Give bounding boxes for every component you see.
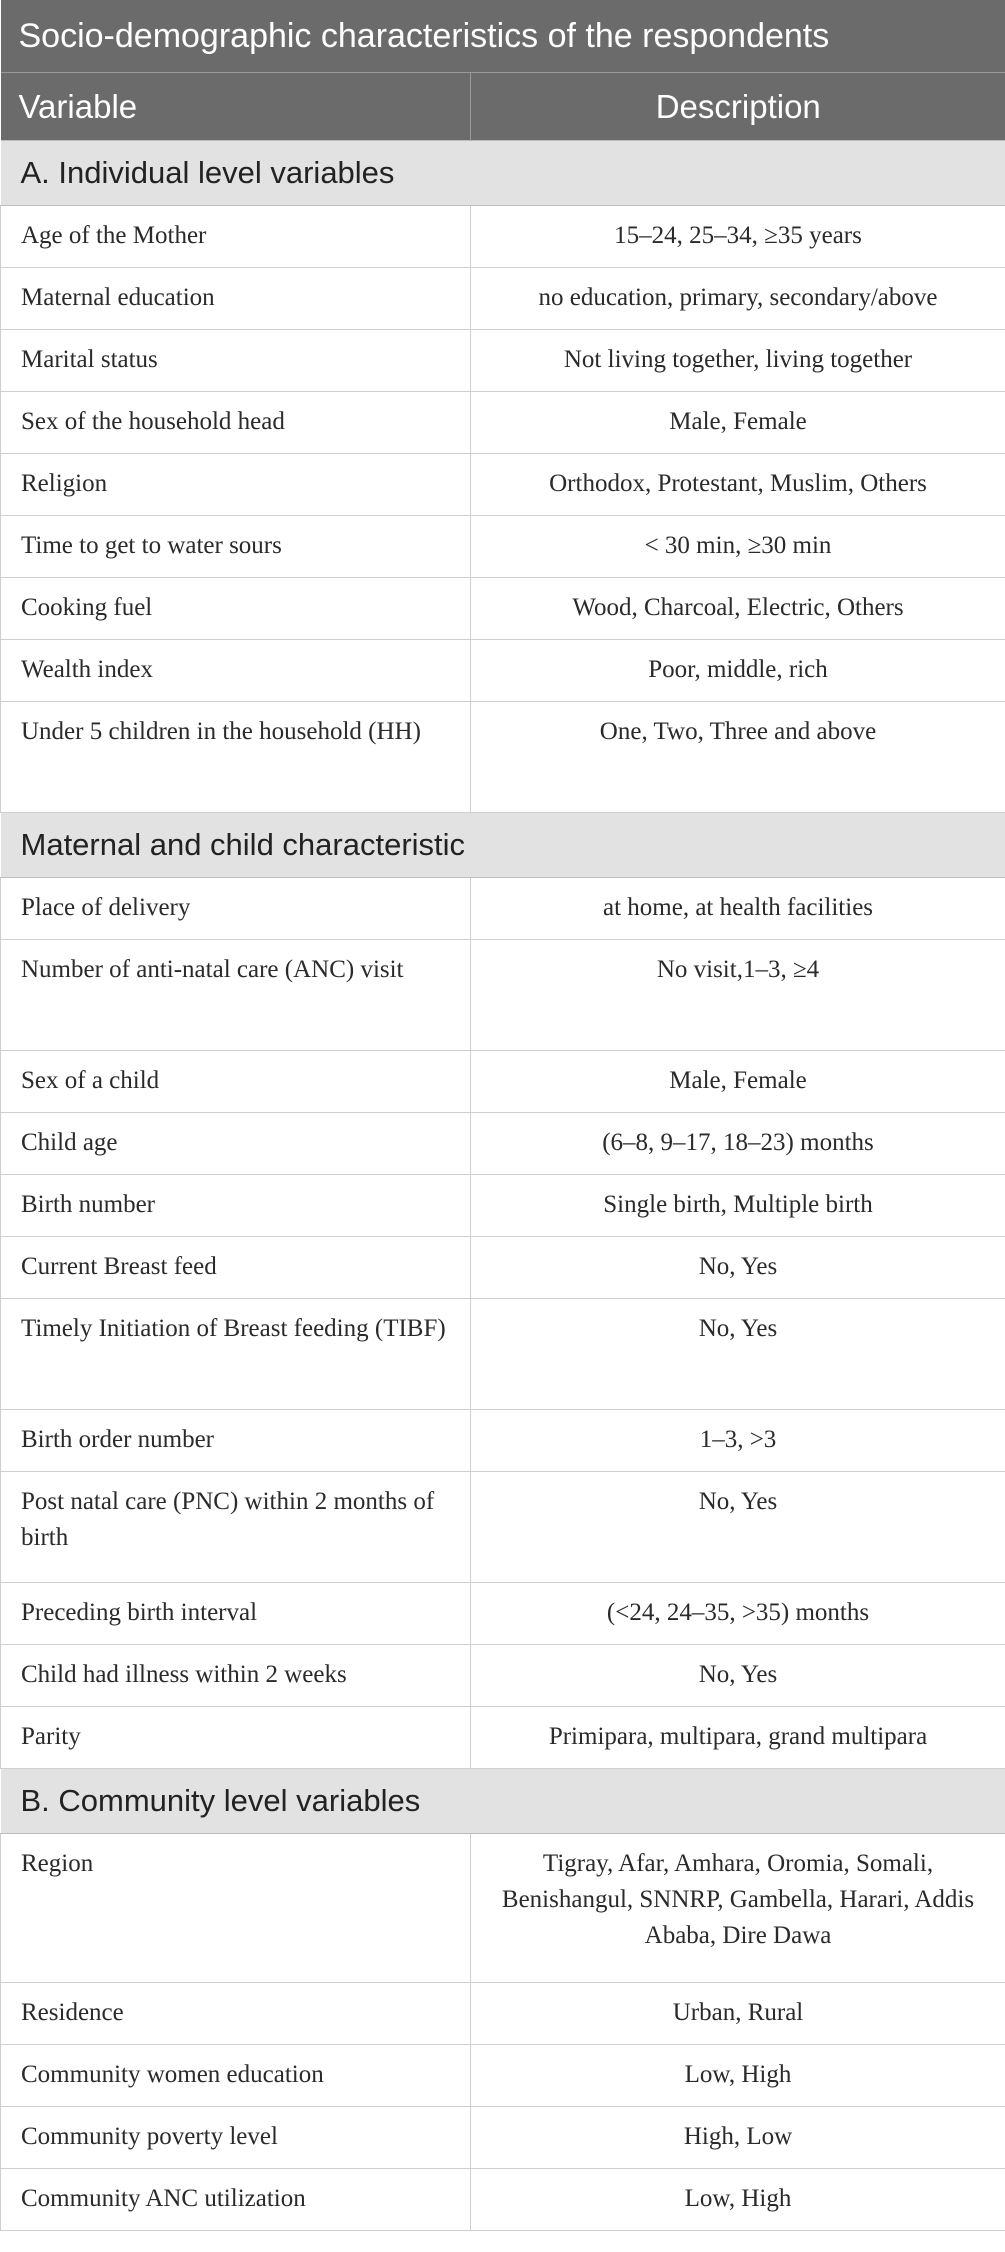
description-cell: Not living together, living together [471, 330, 1005, 392]
table-header-row [1, 73, 1005, 141]
variable-cell: Current Breast feed [1, 1237, 471, 1299]
table-row [1, 878, 1005, 940]
description-cell: No, Yes [471, 1472, 1005, 1583]
variable-cell: Post natal care (PNC) within 2 months of birth [1, 1472, 471, 1583]
variable-cell: Birth number [1, 1175, 471, 1237]
variable-cell: Marital status [1, 330, 471, 392]
table-row [1, 516, 1005, 578]
column-header-variable: Variable [1, 73, 471, 141]
variable-cell: Sex of a child [1, 1051, 471, 1113]
description-cell: Urban, Rural [471, 1983, 1005, 2045]
section-label: A. Individual level variables [1, 141, 1005, 206]
table-row [1, 1583, 1005, 1645]
description-cell: No, Yes [471, 1237, 1005, 1299]
table-row [1, 1645, 1005, 1707]
description-cell: Wood, Charcoal, Electric, Others [471, 578, 1005, 640]
table-row [1, 206, 1005, 268]
description-cell: No, Yes [471, 1299, 1005, 1410]
table-row [1, 1410, 1005, 1472]
variable-cell: Cooking fuel [1, 578, 471, 640]
table-title: Socio-demographic characteristics of the respondents [1, 0, 1005, 73]
variable-cell: Age of the Mother [1, 206, 471, 268]
variable-cell: Preceding birth interval [1, 1583, 471, 1645]
table-row [1, 1472, 1005, 1583]
table-row [1, 330, 1005, 392]
table-row [1, 1983, 1005, 2045]
variable-cell: Child age [1, 1113, 471, 1175]
variable-cell: Birth order number [1, 1410, 471, 1472]
description-cell: no education, primary, secondary/above [471, 268, 1005, 330]
description-cell: Low, High [471, 2169, 1005, 2231]
description-cell: One, Two, Three and above [471, 702, 1005, 813]
section-header [1, 141, 1005, 206]
description-cell: Poor, middle, rich [471, 640, 1005, 702]
table-row [1, 1237, 1005, 1299]
table-row [1, 640, 1005, 702]
section-label: B. Community level variables [1, 1769, 1005, 1834]
variable-cell: Number of anti-natal care (ANC) visit [1, 940, 471, 1051]
variable-cell: Religion [1, 454, 471, 516]
table-row [1, 2169, 1005, 2231]
variable-cell: Wealth index [1, 640, 471, 702]
variable-cell: Under 5 children in the household (HH) [1, 702, 471, 813]
variable-cell: Parity [1, 1707, 471, 1769]
description-cell: < 30 min, ≥30 min [471, 516, 1005, 578]
table-row [1, 702, 1005, 813]
description-cell: No, Yes [471, 1645, 1005, 1707]
description-cell: 15–24, 25–34, ≥35 years [471, 206, 1005, 268]
variable-cell: Community ANC utilization [1, 2169, 471, 2231]
table-row [1, 268, 1005, 330]
table-row [1, 2045, 1005, 2107]
variable-cell: Child had illness within 2 weeks [1, 1645, 471, 1707]
description-cell: (<24, 24–35, >35) months [471, 1583, 1005, 1645]
table-title-row [1, 0, 1005, 73]
variable-cell: Community poverty level [1, 2107, 471, 2169]
variable-cell: Residence [1, 1983, 471, 2045]
table-row [1, 1707, 1005, 1769]
variable-cell: Timely Initiation of Breast feeding (TIBF) [1, 1299, 471, 1410]
table-row [1, 940, 1005, 1051]
variable-cell: Maternal education [1, 268, 471, 330]
description-cell: Tigray, Afar, Amhara, Oromia, Somali, Benishangul, SNNRP, Gambella, Harari, Addis Ababa, Dire Dawa [471, 1834, 1005, 1983]
table-row [1, 2107, 1005, 2169]
section-header [1, 813, 1005, 878]
description-cell: Primipara, multipara, grand multipara [471, 1707, 1005, 1769]
table-row [1, 454, 1005, 516]
table-row [1, 1175, 1005, 1237]
description-cell: Single birth, Multiple birth [471, 1175, 1005, 1237]
description-cell: High, Low [471, 2107, 1005, 2169]
table-row [1, 578, 1005, 640]
section-header [1, 1769, 1005, 1834]
column-header-description: Description [471, 73, 1005, 141]
description-cell: 1–3, >3 [471, 1410, 1005, 1472]
variable-cell: Region [1, 1834, 471, 1983]
variable-cell: Time to get to water sours [1, 516, 471, 578]
description-cell: (6–8, 9–17, 18–23) months [471, 1113, 1005, 1175]
description-cell: No visit,1–3, ≥4 [471, 940, 1005, 1051]
description-cell: at home, at health facilities [471, 878, 1005, 940]
table-row [1, 1113, 1005, 1175]
description-cell: Male, Female [471, 392, 1005, 454]
variable-cell: Sex of the household head [1, 392, 471, 454]
variable-cell: Place of delivery [1, 878, 471, 940]
description-cell: Male, Female [471, 1051, 1005, 1113]
table-row [1, 392, 1005, 454]
description-cell: Low, High [471, 2045, 1005, 2107]
table-row [1, 1834, 1005, 1983]
section-label: Maternal and child characteristic [1, 813, 1005, 878]
variable-cell: Community women education [1, 2045, 471, 2107]
table-row [1, 1051, 1005, 1113]
description-cell: Orthodox, Protestant, Muslim, Others [471, 454, 1005, 516]
table-row [1, 1299, 1005, 1410]
